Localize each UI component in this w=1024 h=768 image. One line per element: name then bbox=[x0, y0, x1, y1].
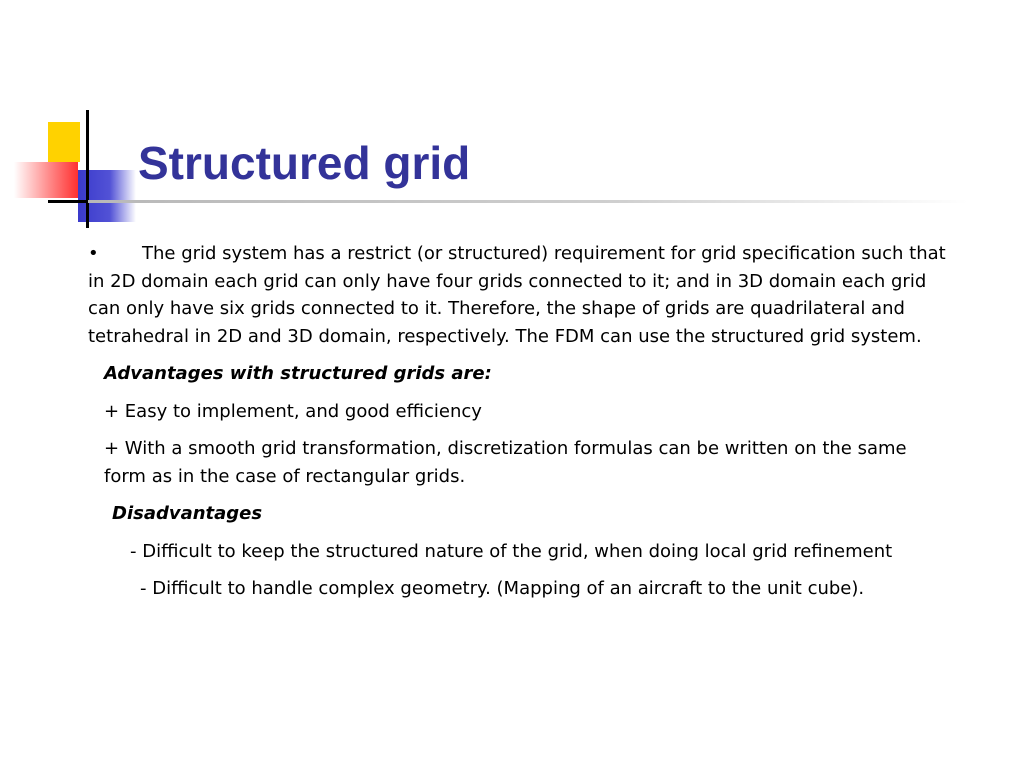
logo-horizontal-line bbox=[48, 200, 88, 203]
logo-yellow-square bbox=[48, 122, 80, 162]
slide-title: Structured grid bbox=[138, 137, 471, 189]
main-paragraph bbox=[88, 240, 948, 350]
advantage-item: + Easy to implement, and good efficiency bbox=[104, 400, 482, 422]
disadvantages-heading: Disadvantages bbox=[112, 503, 263, 524]
title-underline bbox=[88, 200, 968, 203]
advantages-heading: Advantages with structured grids are: bbox=[104, 363, 492, 384]
slide-body bbox=[88, 240, 948, 613]
logo-red-square bbox=[14, 162, 78, 198]
advantage-item: + With a smooth grid transformation, discretization formulas can be written on the same form as in the case of rectangular grids. bbox=[104, 438, 907, 487]
main-paragraph-text: The grid system has a restrict (or structured) requirement for grid specification such that in 2D domain each grid can only have four grids connected to it; and in 3D domain each grid can only have six grids connected to it. Therefore, the shape of grids are quadrilateral and tetrahedral in 2D and 3D domain, respectively. The FDM can use the structured grid system. bbox=[88, 243, 946, 347]
disadvantage-item: - Difficult to handle complex geometry. (Mapping of an aircraft to the unit cube). bbox=[140, 578, 865, 599]
logo-vertical-line bbox=[86, 110, 89, 228]
bullet-icon: • bbox=[88, 243, 99, 264]
disadvantage-item: - Difficult to keep the structured nature of the grid, when doing local grid refinement bbox=[130, 540, 893, 562]
